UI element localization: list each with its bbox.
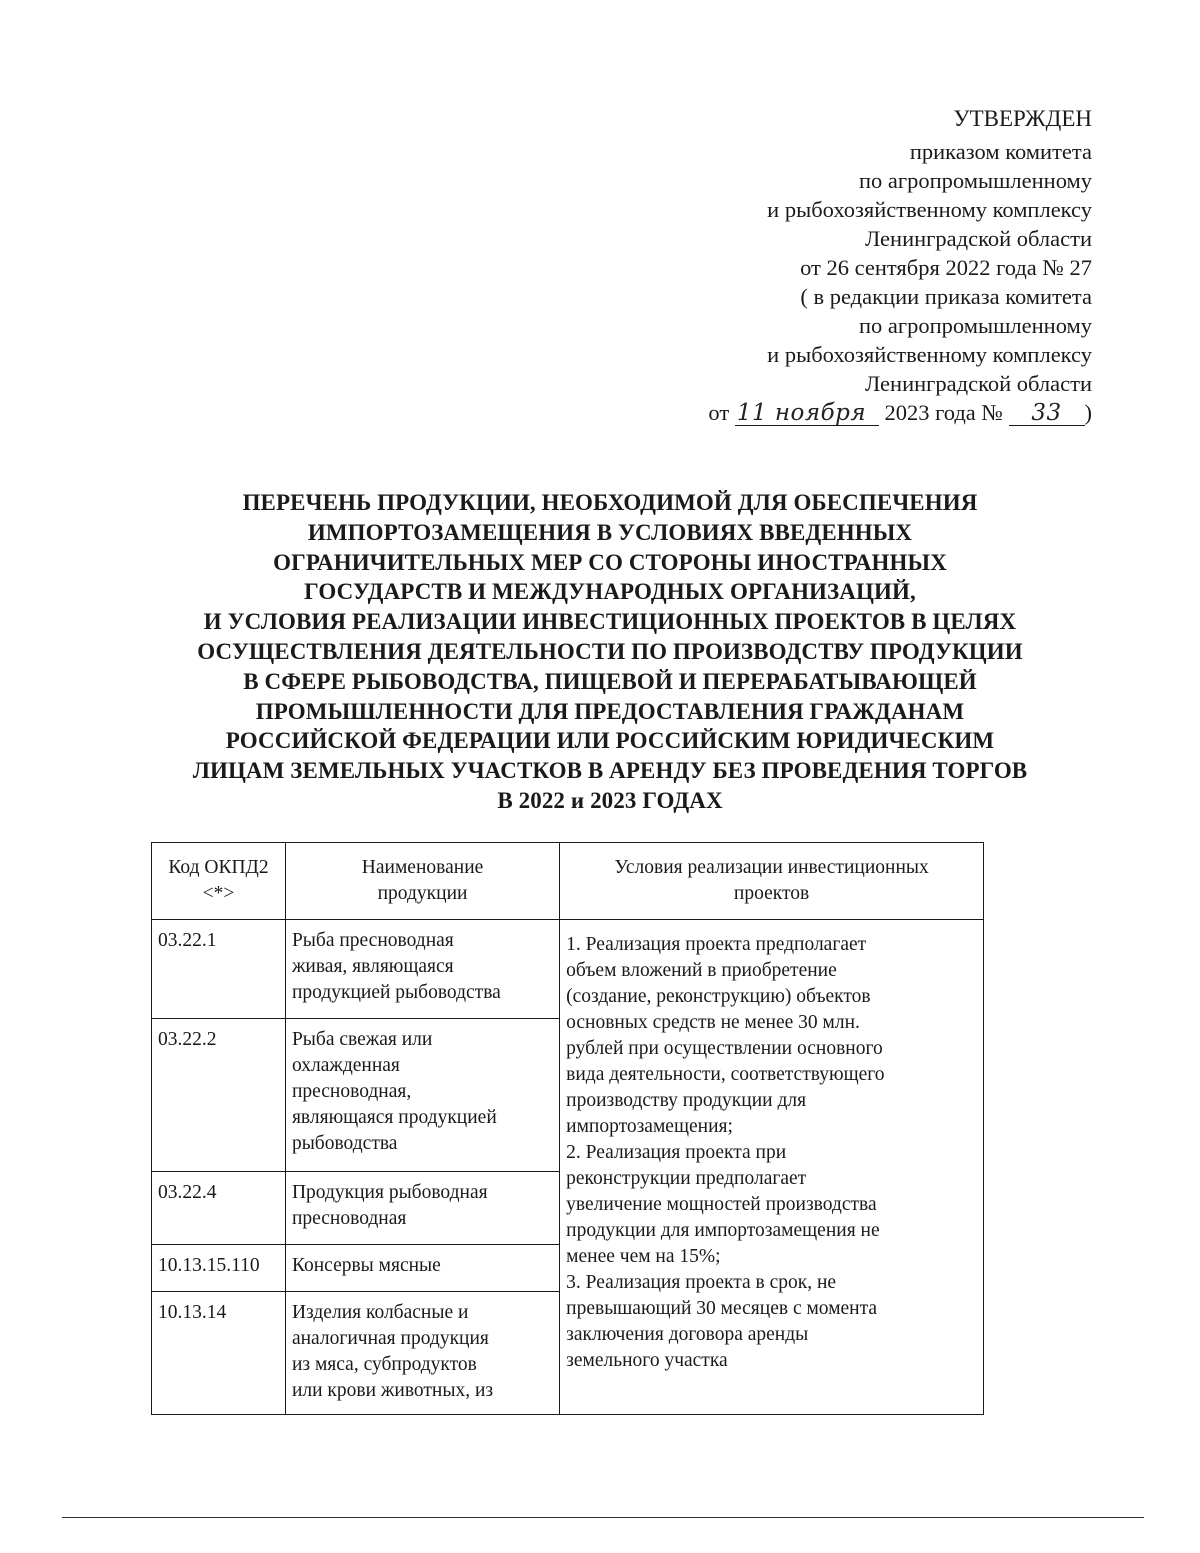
- condition-line: производству продукции для: [566, 1090, 807, 1111]
- header-name: [285, 843, 559, 920]
- name-line: продукцией рыбоводства: [291, 982, 501, 1003]
- name-line: живая, являющаяся: [291, 956, 454, 977]
- name-line: Консервы мясные: [291, 1255, 441, 1276]
- condition-line: основных средств не менее 30 млн.: [566, 1012, 860, 1033]
- approval-heading: УТВЕРЖДЕН: [953, 106, 1092, 131]
- name-line: из мяса, субпродуктов: [291, 1354, 477, 1375]
- name-line: Изделия колбасные и: [291, 1302, 469, 1323]
- approval-date-line: [572, 398, 1092, 427]
- table-row: [152, 920, 984, 1019]
- condition-line: превышающий 30 месяцев с момента: [566, 1298, 878, 1319]
- title-line: ГОСУДАРСТВ И МЕЖДУНАРОДНЫХ ОРГАНИЗАЦИЙ,: [304, 579, 916, 605]
- title-line: ОСУЩЕСТВЛЕНИЯ ДЕЯТЕЛЬНОСТИ ПО ПРОИЗВОДСТВУ ПРОДУКЦИИ: [197, 638, 1023, 664]
- cell-name: [285, 1172, 559, 1245]
- name-line: или крови животных, из: [291, 1380, 494, 1401]
- name-line: являющаяся продукцией: [291, 1107, 497, 1128]
- header-conditions-line: Условия реализации инвестиционных: [614, 857, 929, 878]
- cell-name: [285, 1019, 559, 1172]
- approval-line: Ленинградской области: [864, 226, 1092, 251]
- condition-line: импортозамещения;: [566, 1116, 733, 1137]
- cell-code: 03.22.1: [152, 920, 286, 1019]
- title-line: ПРОМЫШЛЕННОСТИ ДЛЯ ПРЕДОСТАВЛЕНИЯ ГРАЖДАНАМ: [255, 698, 965, 724]
- approval-line: приказом комитета: [909, 139, 1092, 164]
- name-line: Рыба пресноводная: [291, 930, 454, 951]
- title-line: ОГРАНИЧИТЕЛЬНЫХ МЕР СО СТОРОНЫ ИНОСТРАННЫХ: [273, 549, 947, 575]
- header-conditions: [560, 843, 984, 920]
- approval-line: от 26 сентября 2022 года № 27: [800, 255, 1092, 280]
- handwritten-number: 33: [1009, 401, 1085, 426]
- condition-line: земельного участка: [566, 1350, 728, 1371]
- header-code-line: Код ОКПД2: [168, 857, 269, 878]
- name-line: аналогичная продукция: [291, 1328, 489, 1349]
- cell-conditions: [560, 920, 984, 1415]
- title-line: РОССИЙСКОЙ ФЕДЕРАЦИИ ИЛИ РОССИЙСКИМ ЮРИДИЧЕСКИМ: [225, 728, 995, 754]
- year-text: 2023 года №: [884, 400, 1003, 425]
- header-code-line: <*>: [202, 883, 235, 904]
- table-header-row: [152, 843, 984, 920]
- approval-line: Ленинградской области: [864, 371, 1092, 396]
- condition-line: 2. Реализация проекта при: [566, 1142, 787, 1163]
- title-line: И УСЛОВИЯ РЕАЛИЗАЦИИ ИНВЕСТИЦИОННЫХ ПРОЕКТОВ В ЦЕЛЯХ: [203, 609, 1017, 635]
- approval-line: и рыбохозяйственному комплексу: [767, 197, 1092, 222]
- document-title: [110, 488, 1110, 816]
- title-line: ПЕРЕЧЕНЬ ПРОДУКЦИИ, НЕОБХОДИМОЙ ДЛЯ ОБЕСПЕЧЕНИЯ: [242, 490, 978, 515]
- cell-code: 03.22.4: [152, 1172, 286, 1245]
- title-line: ЛИЦАМ ЗЕМЕЛЬНЫХ УЧАСТКОВ В АРЕНДУ БЕЗ ПРОВЕДЕНИЯ ТОРГОВ: [192, 758, 1028, 784]
- condition-line: 3. Реализация проекта в срок, не: [566, 1272, 837, 1293]
- cell-name: [285, 920, 559, 1019]
- condition-line: заключения договора аренды: [566, 1324, 809, 1345]
- condition-line: реконструкции предполагает: [566, 1168, 807, 1189]
- header-conditions-line: проектов: [733, 883, 810, 904]
- page-bottom-rule: [62, 1517, 1144, 1518]
- approval-line: и рыбохозяйственному комплексу: [767, 342, 1092, 367]
- header-name-line: Наименование: [361, 857, 484, 878]
- title-line: В СФЕРЕ РЫБОВОДСТВА, ПИЩЕВОЙ И ПЕРЕРАБАТЫВАЮЩЕЙ: [243, 668, 977, 694]
- cell-code: 10.13.14: [152, 1292, 286, 1415]
- products-table: [151, 842, 984, 1415]
- cell-name: [285, 1292, 559, 1415]
- condition-line: рублей при осуществлении основного: [566, 1038, 883, 1059]
- condition-line: (создание, реконструкцию) объектов: [566, 986, 871, 1007]
- title-line: В 2022 и 2023 ГОДАХ: [497, 787, 723, 813]
- name-line: охлажденная: [291, 1055, 400, 1076]
- cell-name: [285, 1245, 559, 1292]
- condition-line: объем вложений в приобретение: [566, 960, 837, 981]
- name-line: пресноводная,: [291, 1081, 412, 1102]
- cell-code: 03.22.2: [152, 1019, 286, 1172]
- condition-line: продукции для импортозамещения не: [566, 1220, 880, 1241]
- title-line: ИМПОРТОЗАМЕЩЕНИЯ В УСЛОВИЯХ ВВЕДЕННЫХ: [307, 519, 913, 545]
- header-name-line: продукции: [377, 883, 468, 904]
- approval-line: по агропромышленному: [858, 168, 1092, 193]
- condition-line: увеличение мощностей производства: [566, 1194, 877, 1215]
- cell-code: 10.13.15.110: [152, 1245, 286, 1292]
- approval-block: [572, 104, 1092, 427]
- name-line: пресноводная: [291, 1208, 407, 1229]
- closing-paren: ): [1084, 400, 1092, 425]
- condition-line: вида деятельности, соответствующего: [566, 1064, 885, 1085]
- handwritten-date: 11 ноября: [735, 401, 879, 426]
- header-code: [152, 843, 286, 920]
- name-line: Продукция рыбоводная: [291, 1182, 488, 1203]
- date-prefix: от: [708, 400, 730, 425]
- condition-line: менее чем на 15%;: [566, 1246, 721, 1267]
- condition-line: 1. Реализация проекта предполагает: [566, 934, 867, 955]
- name-line: Рыба свежая или: [291, 1029, 433, 1050]
- approval-line: по агропромышленному: [858, 313, 1092, 338]
- name-line: рыбоводства: [291, 1133, 398, 1154]
- approval-line: ( в редакции приказа комитета: [800, 284, 1092, 309]
